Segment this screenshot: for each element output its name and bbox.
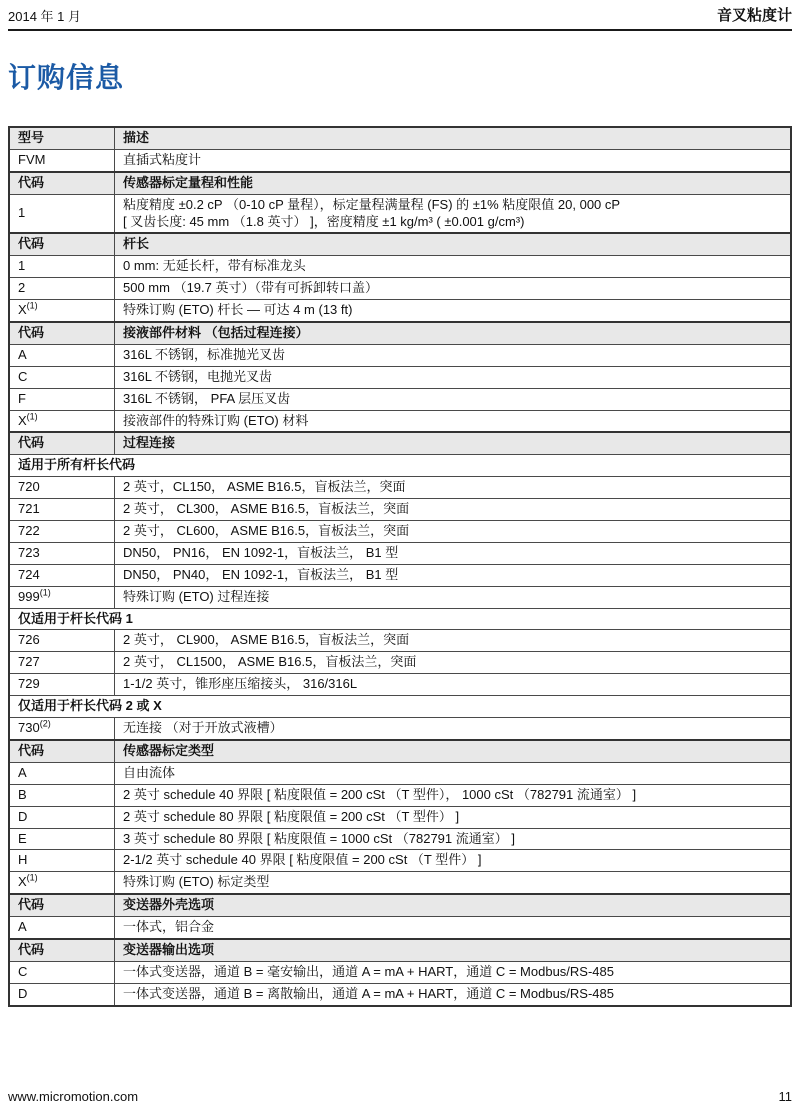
desc-cell: 3 英寸 schedule 80 界限 [ 粘度限值 = 1000 cSt （782791 流通室） ] (115, 828, 792, 850)
desc-cell: 一体式变送器，通道 B = 离散输出，通道 A = mA + HART，通道 C = Modbus/RS-485 (115, 983, 792, 1005)
code-cell: 1 (9, 194, 115, 233)
code-cell: X$^{(1)}$ (9, 410, 115, 432)
desc-cell: 316L 不锈钢， PFA 层压叉齿 (115, 388, 792, 410)
doc-footer (8, 1089, 792, 1104)
desc-cell: 2 英寸 schedule 80 界限 [ 粘度限值 = 200 cSt （T 型件） ] (115, 806, 792, 828)
table-row (9, 630, 791, 652)
code-cell: 721 (9, 499, 115, 521)
desc-cell: 传感器标定类型 (115, 740, 792, 762)
code-cell: 代码 (9, 939, 115, 961)
section-header-row (9, 233, 791, 255)
subsection-label: 仅适用于杆长代码 2 或 X (9, 696, 791, 718)
code-cell: 代码 (9, 432, 115, 454)
desc-cell: 特殊订购 (ETO) 标定类型 (115, 872, 792, 894)
table-row (9, 762, 791, 784)
code-cell: H (9, 850, 115, 872)
footer-url[interactable]: www.micromotion.com (8, 1089, 139, 1104)
desc-cell: 变送器外壳选项 (115, 894, 792, 916)
desc-cell: 500 mm （19.7 英寸）（带有可拆卸转口盖） (115, 278, 792, 300)
footnote-marker: (2) (39, 718, 51, 729)
desc-cell: 316L 不锈钢，电抛光叉齿 (115, 366, 792, 388)
table-row (9, 477, 791, 499)
code-cell: FVM (9, 149, 115, 171)
table-row (9, 564, 791, 586)
table-row (9, 300, 791, 322)
section-header-row (9, 939, 791, 961)
desc-cell: 自由流体 (115, 762, 792, 784)
code-cell: 999$^{(1)}$ (9, 586, 115, 608)
code-cell: 726 (9, 630, 115, 652)
code-cell: 720 (9, 477, 115, 499)
table-row (9, 586, 791, 608)
desc-cell: 特殊订购 (ETO) 杆长 — 可达 4 m (13 ft) (115, 300, 792, 322)
ordering-table-body (9, 127, 791, 1006)
code-cell: C (9, 961, 115, 983)
table-row (9, 499, 791, 521)
header-divider (8, 29, 792, 31)
code-cell: A (9, 917, 115, 939)
subsection-row (9, 696, 791, 718)
table-row (9, 278, 791, 300)
section-header-row (9, 322, 791, 344)
table-row (9, 410, 791, 432)
table-row (9, 828, 791, 850)
subsection-label: 适用于所有杆长代码 (9, 455, 791, 477)
desc-cell: 粘度精度 ±0.2 cP （0-10 cP 量程），标定量程满量程 (FS) 的 ±1% 粘度限值 20, 000 cP [ 叉齿长度: 45 mm （1.8 英寸） ]，密度精度 ±1 kg/m³ ( ±0.001 g/cm³) (115, 194, 792, 233)
desc-cell: DN50， PN16， EN 1092-1，盲板法兰， B1 型 (115, 542, 792, 564)
desc-cell: 2-1/2 英寸 schedule 40 界限 [ 粘度限值 = 200 cSt （T 型件） ] (115, 850, 792, 872)
table-row (9, 784, 791, 806)
section-header-row (9, 740, 791, 762)
table-row (9, 521, 791, 543)
section-header-row (9, 894, 791, 916)
desc-cell: 1-1/2 英寸，锥形座压缩接头， 316/316L (115, 674, 792, 696)
doc-header (8, 0, 792, 25)
table-row (9, 194, 791, 233)
code-cell: 724 (9, 564, 115, 586)
desc-cell: 一体式，铝合金 (115, 917, 792, 939)
code-cell: 代码 (9, 740, 115, 762)
section-header-row (9, 432, 791, 454)
desc-cell: 过程连接 (115, 432, 792, 454)
desc-cell: 杆长 (115, 233, 792, 255)
table-row (9, 674, 791, 696)
subsection-row (9, 608, 791, 630)
code-cell: A (9, 344, 115, 366)
footnote-marker: (1) (26, 411, 38, 422)
table-row (9, 850, 791, 872)
table-row (9, 917, 791, 939)
desc-cell: 一体式变送器，通道 B = 毫安输出，通道 A = mA + HART，通道 C = Modbus/RS-485 (115, 961, 792, 983)
desc-cell: 直插式粘度计 (115, 149, 792, 171)
desc-cell: 变送器输出选项 (115, 939, 792, 961)
desc-cell: 2 英寸 schedule 40 界限 [ 粘度限值 = 200 cSt （T 型件）， 1000 cSt （782791 流通室） ] (115, 784, 792, 806)
code-cell: D (9, 983, 115, 1005)
table-row (9, 366, 791, 388)
code-cell: 1 (9, 256, 115, 278)
code-cell: 729 (9, 674, 115, 696)
subsection-row (9, 455, 791, 477)
desc-cell: 传感器标定量程和性能 (115, 172, 792, 194)
desc-cell: 特殊订购 (ETO) 过程连接 (115, 586, 792, 608)
code-cell: 代码 (9, 322, 115, 344)
column-header-row (9, 127, 791, 149)
table-row (9, 542, 791, 564)
desc-cell: 接液部件材料 （包括过程连接） (115, 322, 792, 344)
code-cell: 2 (9, 278, 115, 300)
desc-cell: 2 英寸， CL1500， ASME B16.5，盲板法兰，突面 (115, 652, 792, 674)
desc-cell: 0 mm: 无延长杆，带有标准龙头 (115, 256, 792, 278)
code-cell: F (9, 388, 115, 410)
code-cell: A (9, 762, 115, 784)
table-row (9, 344, 791, 366)
footnote-marker: (1) (39, 587, 51, 598)
code-cell: 723 (9, 542, 115, 564)
code-cell: X$^{(1)}$ (9, 300, 115, 322)
code-cell: 730$^{(2)}$ (9, 718, 115, 740)
table-row (9, 388, 791, 410)
code-cell: 代码 (9, 894, 115, 916)
code-cell: 代码 (9, 172, 115, 194)
section-header-row (9, 172, 791, 194)
desc-cell: 316L 不锈钢，标准抛光叉齿 (115, 344, 792, 366)
footnote-marker: (1) (26, 300, 38, 311)
code-cell: 型号 (9, 127, 115, 149)
code-cell: X$^{(1)}$ (9, 872, 115, 894)
desc-cell: 2 英寸， CL600， ASME B16.5，盲板法兰，突面 (115, 521, 792, 543)
subsection-label: 仅适用于杆长代码 1 (9, 608, 791, 630)
desc-cell: 2 英寸， CL300， ASME B16.5，盲板法兰，突面 (115, 499, 792, 521)
desc-cell: 2 英寸， CL900， ASME B16.5，盲板法兰，突面 (115, 630, 792, 652)
header-date: 2014 年 1 月 (8, 9, 81, 25)
desc-cell: DN50， PN40， EN 1092-1，盲板法兰， B1 型 (115, 564, 792, 586)
footnote-marker: (1) (26, 872, 38, 883)
table-row (9, 806, 791, 828)
desc-cell: 2 英寸，CL150， ASME B16.5，盲板法兰，突面 (115, 477, 792, 499)
code-cell: 代码 (9, 233, 115, 255)
desc-cell: 无连接 （对于开放式液槽） (115, 718, 792, 740)
table-row (9, 872, 791, 894)
desc-cell: 接液部件的特殊订购 (ETO) 材料 (115, 410, 792, 432)
table-row (9, 149, 791, 171)
code-cell: E (9, 828, 115, 850)
code-cell: 727 (9, 652, 115, 674)
table-row (9, 652, 791, 674)
desc-cell: 描述 (115, 127, 792, 149)
ordering-table (8, 126, 792, 1007)
code-cell: 722 (9, 521, 115, 543)
table-row (9, 718, 791, 740)
page-title: 订购信息 (8, 62, 125, 93)
footer-page-number: 11 (778, 1089, 792, 1104)
table-row (9, 983, 791, 1005)
table-row (9, 961, 791, 983)
code-cell: D (9, 806, 115, 828)
code-cell: B (9, 784, 115, 806)
table-row (9, 256, 791, 278)
header-product-name: 音叉粘度计 (716, 7, 792, 24)
code-cell: C (9, 366, 115, 388)
